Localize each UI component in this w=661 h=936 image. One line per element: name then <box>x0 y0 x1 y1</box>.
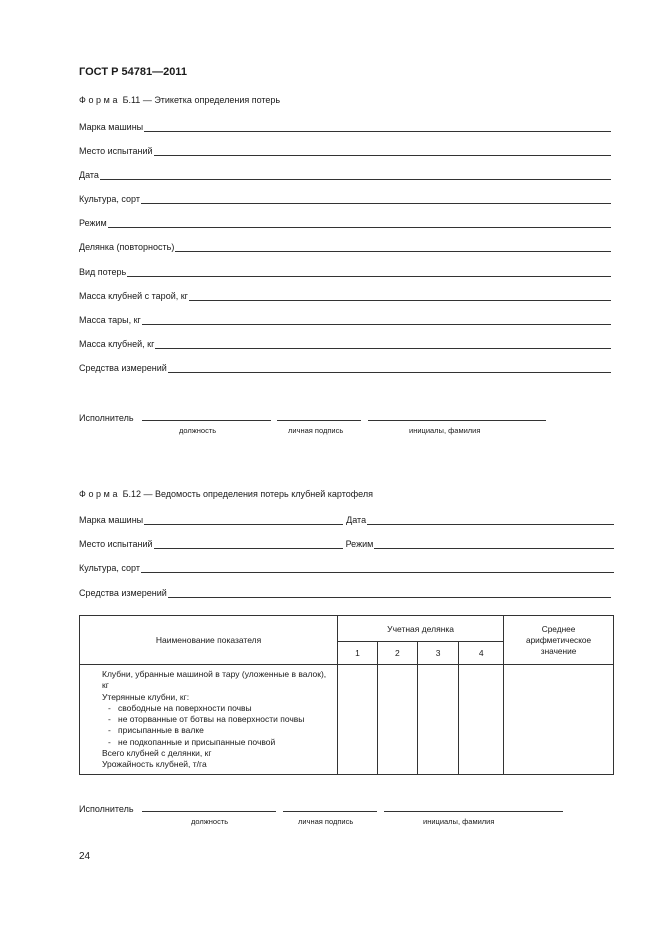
header-indicator-name: Наименование показателя <box>80 616 338 665</box>
form-word: Форма <box>79 489 121 499</box>
losses-table <box>79 615 614 775</box>
plot-1-cell <box>338 665 378 775</box>
page-number: 24 <box>79 851 91 862</box>
table-row: Всего клубней с делянки, кг <box>102 748 212 759</box>
form-b11-field-crop: Культура, сорт <box>79 191 611 204</box>
table-row: - свободные на поверхности почвы <box>86 703 331 714</box>
signature-label: Исполнитель <box>79 413 134 423</box>
form-b11-caption-sign: личная подпись <box>288 426 344 435</box>
signature-name-line <box>368 419 546 421</box>
form-b11-field-tuber-mass: Масса клубней, кг <box>79 336 611 349</box>
document-header: ГОСТ Р 54781—2011 <box>79 66 187 78</box>
form-b11-caption-position: должность <box>179 426 217 435</box>
signature-sign-line <box>277 419 361 421</box>
form-word: Форма <box>79 95 121 105</box>
table-row: - присыпанные в валке <box>86 725 331 736</box>
form-b11-field-machine: Марка машины <box>79 119 611 132</box>
form-b11-field-date: Дата <box>79 167 611 180</box>
plot-number-2: 2 <box>377 642 417 665</box>
signature-position-line <box>142 810 276 812</box>
plot-2-cell <box>377 665 417 775</box>
table-row: - не оторванные от ботвы на поверхности почвы <box>86 714 331 725</box>
form-b12-row-place-mode: Место испытаний Режим <box>79 536 614 549</box>
plot-4-cell <box>459 665 504 775</box>
table-row: - не подкопанные и присыпанные почвой <box>86 737 331 748</box>
form-b12-caption-sign: личная подпись <box>298 817 354 826</box>
form-b12-title <box>79 489 373 499</box>
form-b11-field-mode: Режим <box>79 215 611 228</box>
signature-sign-line <box>283 810 377 812</box>
plot-number-1: 1 <box>338 642 378 665</box>
form-b11-title-text: Б.11 — Этикетка определения потерь <box>122 95 281 105</box>
form-b12-title-text: Б.12 — Ведомость определения потерь клубней картофеля <box>122 489 373 499</box>
plot-number-3: 3 <box>417 642 459 665</box>
form-b12-row-crop: Культура, сорт <box>79 560 614 573</box>
table-row: Утерянные клубни, кг: <box>102 691 190 702</box>
form-b12-row-instruments: Средства измерений <box>79 585 611 598</box>
form-b11-field-loss-type: Вид потерь <box>79 264 611 277</box>
plot-3-cell <box>417 665 459 775</box>
form-b11-field-tare-mass: Масса тары, кг <box>79 312 611 325</box>
table-row: Клубни, убранные машиной в тару (уложенные в валок), кг <box>102 669 327 691</box>
form-b11-signature-row <box>79 410 549 423</box>
form-b12-caption-name: инициалы, фамилия <box>423 817 495 826</box>
table-row: Урожайность клубней, т/га <box>102 759 207 770</box>
form-b12-signature-row <box>79 801 569 814</box>
form-b11-caption-name: инициалы, фамилия <box>409 426 481 435</box>
signature-name-line <box>384 810 563 812</box>
signature-label: Исполнитель <box>79 804 134 814</box>
form-b11-field-instruments: Средства измерений <box>79 360 611 373</box>
header-mean: Среднее арифметическое значение <box>504 616 614 665</box>
header-plot: Учетная делянка <box>338 616 504 642</box>
form-b11-field-mass-with-tare: Масса клубней с тарой, кг <box>79 288 611 301</box>
form-b12-caption-position: должность <box>191 817 229 826</box>
form-b11-field-plot: Делянка (повторность) <box>79 239 611 252</box>
form-b11-title <box>79 95 280 105</box>
mean-cell <box>504 665 614 775</box>
table-row-labels <box>80 665 338 775</box>
plot-number-4: 4 <box>459 642 504 665</box>
form-b11-field-place: Место испытаний <box>79 143 611 156</box>
signature-position-line <box>142 419 271 421</box>
form-b12-row-machine-date: Марка машины Дата <box>79 512 614 525</box>
